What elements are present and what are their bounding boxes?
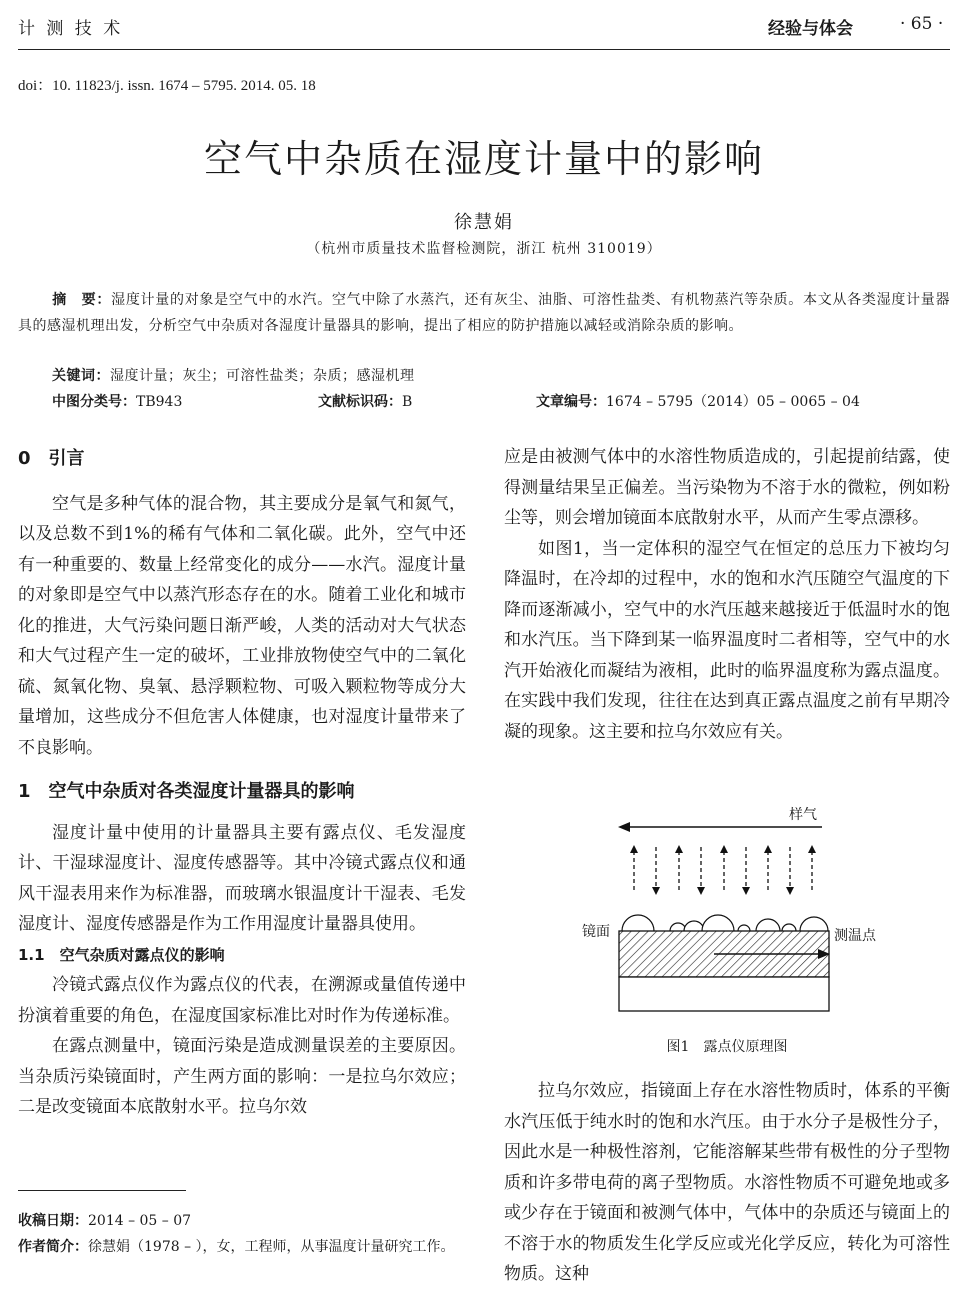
paragraph-continued: 应是由被测气体中的水溶性物质造成的，引起提前结露，使得测量结果呈正偏差。当污染物为不溶于水的微粒，例如粉尘等，则会增加镜面本底散射水平，从而产生零点漂移。 [504,447,950,528]
abstract-label: 摘 要： [52,292,112,308]
footnote-bio [18,1234,466,1260]
dew-point-diagram [504,795,950,1025]
abstract [18,287,950,339]
figure-caption: 图1 露点仪原理图 [666,1039,788,1055]
paragraph-2: 冷镜式露点仪作为露点仪的代表，在溯源或量值传递中扮演着重要的角色，在湿度国家标准比对时作为传递标准。 [18,975,466,1026]
doc-label: 文献标识码： [318,394,402,410]
section-heading-1: 1 空气中杂质对各类湿度计量器具的影响 [18,781,355,802]
vapor-arrowheads [630,845,816,895]
clc-label: 中图分类号： [52,394,136,410]
footnote-received [18,1208,466,1234]
paragraph-figure-ref: 如图1，当一定体积的湿空气在恒定的总压力下被均匀降温时，在冷却的过程中，水的饱和水汽压随空气温度的下降而逐渐减小，空气中的水汽压越来越接近于低温时水的饱和水汽压。当下降到某一临界温度时二者相等，空气中的水汽开始液化而凝结为液相，此时的临界温度称为露点温度。在实践中我们发现，往往在达到真正露点温度之前有早期冷凝的现象。这主要和拉乌尔效应有关。 [504,538,950,742]
page-title: 空气中杂质在湿度计量中的影响 [203,137,764,181]
doc-value: B [402,394,413,410]
label-mirror: 镜面 [582,924,610,940]
right-column-top [504,442,950,747]
mirror-base [619,977,829,1011]
vapor-arrows [634,847,812,893]
header-rule [18,49,950,50]
page-number: · 65 · [900,14,944,34]
bio-text: 徐慧娟（1978 – ），女，工程师，从事温度计量研究工作。 [88,1239,455,1255]
section-name: 经验与体会 [768,19,853,39]
left-column [18,444,466,1123]
article-label: 文章编号： [536,394,606,410]
author: 徐慧娟 [454,212,514,233]
keywords-text: 湿度计量；灰尘；可溶性盐类；杂质；感湿机理 [110,368,415,384]
paragraph-1: 湿度计量中使用的计量器具主要有露点仪、毛发湿度计、干湿球湿度计、湿度传感器等。其中冷镜式露点仪和通风干湿表用来作为标准器，而玻璃水银温度计干湿表、毛发湿度计、湿度传感器是作为工作用湿度计量器具使用。 [18,822,466,934]
received-label: 收稿日期： [18,1213,88,1229]
right-column-bottom [504,1076,950,1290]
journal-name: 计 测 技 术 [18,19,124,39]
paragraph-3: 在露点测量中，镜面污染是造成测量误差的主要原因。当杂质污染镜面时，产生两方面的影响：一是拉乌尔效应；二是改变镜面本底散射水平。拉乌尔效 [18,1036,466,1117]
received-date: 2014 – 05 – 07 [88,1213,192,1229]
abstract-text: 湿度计量的对象是空气中的水汽。空气中除了水蒸汽，还有灰尘、油脂、可溶性盐类、有机物蒸汽等杂质。本文从各类湿度计量器具的感湿机理出发，分析空气中杂质对各湿度计量器具的影响，提出了相应的防护措施以减轻或消除杂质的影响。 [18,292,950,334]
keywords [52,365,415,385]
affiliation: （杭州市质量技术监督检测院，浙江 杭州 310019） [306,241,662,257]
keywords-label: 关键词： [52,368,110,384]
subsection-heading-1-1: 1.1 空气杂质对露点仪的影响 [18,945,225,964]
doi: doi：10. 11823/j. issn. 1674 – 5795. 2014. 05. 18 [18,78,316,94]
doc-code [318,391,412,411]
paragraph-intro: 空气是多种气体的混合物，其主要成分是氧气和氮气，以及总数不到1%的稀有气体和二氧化碳。此外，空气中还有一种重要的、数量上经常变化的成分——水汽。湿度计量的对象即是空气中以蒸汽形态存在的水。随着工业化和城市化的推进，大气污染问题日渐严峻，人类的活动对大气状态和大气过程产生一定的破坏，工业排放物使空气中的二氧化硫、氮氧化物、臭氧、悬浮颗粒物、可吸入颗粒物等成分大量增加，这些成分不但危害人体健康，也对湿度计量带来了不良影响。 [18,493,466,758]
gas-flow-arrowhead [618,822,630,832]
section-heading-intro: 0 引言 [18,448,85,469]
condensation-droplets [622,915,828,931]
label-temp-point: 测温点 [834,928,876,944]
article-value: 1674 – 5795（2014）05 – 0065 – 04 [606,394,860,410]
label-sample-gas: 样气 [789,807,817,823]
clc-number [52,391,182,411]
clc-value: TB943 [136,394,183,410]
footnote-rule [18,1190,186,1191]
bio-label: 作者简介： [18,1239,88,1255]
paragraph-raoult: 拉乌尔效应，指镜面上存在水溶性物质时，体系的平衡水汽压低于纯水时的饱和水汽压。由于水分子是极性分子，因此水是一种极性溶剂，它能溶解某些带有极性的分子型物质和许多带电荷的离子型物质。水溶性物质不可避免地或多或少存在于镜面和被测气体中，气体中的杂质还与镜面上的不溶于水的物质发生化学反应或光化学反应，转化为可溶性物质。这种 [504,1081,950,1284]
article-number [536,391,860,411]
